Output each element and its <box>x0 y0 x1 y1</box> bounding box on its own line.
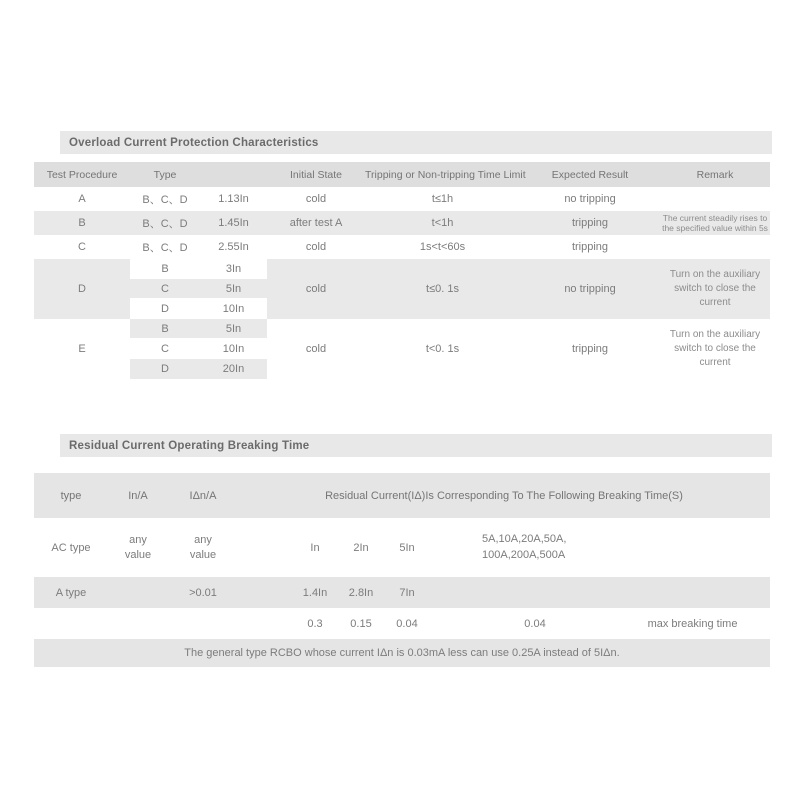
type-subrow <box>130 319 267 339</box>
cell-type: B、C、D <box>142 242 188 254</box>
header-initial-state: Initial State <box>290 168 342 181</box>
sub-type: C <box>161 342 169 355</box>
sub-type: C <box>161 282 169 295</box>
cell-type: A type <box>55 586 87 599</box>
table-row-max-breaking <box>34 608 770 639</box>
section-title-overload: Overload Current Protection Characteristics <box>69 136 319 149</box>
cell-initial: cold <box>305 193 327 205</box>
header-time-limit: Tripping or Non-tripping Time Limit <box>365 168 526 181</box>
sub-value: 5In <box>225 282 242 295</box>
cell-time: t<0. 1s <box>425 343 460 355</box>
table-note-row <box>34 639 770 667</box>
sub-type: B <box>161 322 169 335</box>
sub-type: D <box>161 363 169 375</box>
cell-type: B、C、D <box>142 218 188 230</box>
cell-time-2: 0.15 <box>350 617 372 630</box>
table-row-b <box>34 211 770 235</box>
table-row-ac-type <box>34 518 770 577</box>
cell-multiple-1: 1.4In <box>302 586 328 599</box>
amperage-line-1: 5A,10A,20A,50A, <box>482 532 567 545</box>
type-subrow <box>130 339 267 359</box>
sub-value: 3In <box>225 262 242 275</box>
table-row-a-type <box>34 577 770 608</box>
cell-result: no tripping <box>564 193 616 205</box>
overload-table <box>34 162 770 379</box>
section-title-residual: Residual Current Operating Breaking Time <box>69 439 310 452</box>
cell-initial: cold <box>305 343 327 355</box>
cell-time: t≤0. 1s <box>426 283 459 295</box>
type-subtable <box>130 319 267 379</box>
note-text: The general type RCBO whose current IΔn is 0.03mA less can use 0.25A instead of 5IΔn. <box>184 647 620 659</box>
cell-multiple-1: In <box>310 541 320 554</box>
residual-header-row <box>34 473 770 518</box>
residual-table <box>34 473 770 667</box>
cell-idn-a: any value <box>189 534 217 561</box>
table-row-a <box>34 187 770 211</box>
cell-multiple-2: 2.8In <box>348 586 374 599</box>
sub-value: 10In <box>222 342 245 355</box>
section-header-overload <box>60 131 772 154</box>
header-breaking-time: Residual Current(IΔ)Is Corresponding To The Following Breaking Time(S) <box>325 489 683 502</box>
header-idn-a: IΔn/A <box>189 489 217 502</box>
cell-type-value: 2.55In <box>218 241 249 253</box>
cell-multiple-3: 5In <box>399 541 415 554</box>
table-row-e <box>34 319 770 379</box>
cell-proc: E <box>78 343 86 355</box>
section-header-residual <box>60 434 772 457</box>
cell-result: no tripping <box>564 283 616 295</box>
cell-proc: C <box>78 241 86 253</box>
cell-multiple-3: 7In <box>399 586 415 599</box>
header-type: Type <box>153 168 177 181</box>
cell-proc: D <box>78 283 86 295</box>
cell-multiple-2: 2In <box>353 541 369 554</box>
amperage-line-2: 100A,200A,500A <box>482 548 566 561</box>
type-subrow <box>130 259 267 279</box>
sub-type: D <box>161 303 169 315</box>
cell-idn-a: >0.01 <box>189 586 217 599</box>
sub-value: 20In <box>222 363 245 375</box>
cell-amperage-list <box>430 532 640 564</box>
cell-result: tripping <box>571 217 609 229</box>
cell-type-value: 1.45In <box>218 217 249 229</box>
cell-time-4: 0.04 <box>524 617 546 630</box>
cell-in-a: any value <box>124 534 152 561</box>
type-subrow <box>130 279 267 299</box>
cell-time: 1s<t<60s <box>419 241 466 253</box>
cell-remark: Turn on the auxiliary switch to close the current <box>669 329 761 368</box>
header-type: type <box>60 489 82 502</box>
cell-initial: after test A <box>289 217 343 229</box>
header-expected-result: Expected Result <box>551 168 629 181</box>
cell-max-label: max breaking time <box>647 617 738 630</box>
cell-initial: cold <box>305 241 327 253</box>
type-subrow <box>130 359 267 379</box>
sub-value: 10In <box>222 303 245 315</box>
cell-time-3: 0.04 <box>396 617 418 630</box>
header-in-a: In/A <box>128 489 148 502</box>
cell-time-1: 0.3 <box>307 617 323 630</box>
cell-type: B、C、D <box>142 194 188 206</box>
type-subrow <box>130 299 267 319</box>
overload-header-row <box>34 162 770 187</box>
cell-proc: A <box>78 193 86 205</box>
table-row-d <box>34 259 770 319</box>
cell-initial: cold <box>305 283 327 295</box>
cell-time: t<1h <box>431 217 454 229</box>
cell-remark: The current steadily rises to the specified value within 5s <box>662 212 768 233</box>
header-test-procedure: Test Procedure <box>46 168 118 181</box>
cell-result: tripping <box>571 241 609 253</box>
cell-type: AC type <box>51 541 91 554</box>
cell-remark: Turn on the auxiliary switch to close the current <box>669 269 761 308</box>
cell-result: tripping <box>571 343 609 355</box>
sub-value: 5In <box>225 322 242 335</box>
type-subtable <box>130 259 267 319</box>
cell-proc: B <box>78 217 86 229</box>
table-row-c <box>34 235 770 259</box>
cell-time: t≤1h <box>431 193 454 205</box>
cell-type-value: 1.13In <box>218 193 249 205</box>
sub-type: B <box>161 262 169 275</box>
header-remark: Remark <box>696 168 734 181</box>
